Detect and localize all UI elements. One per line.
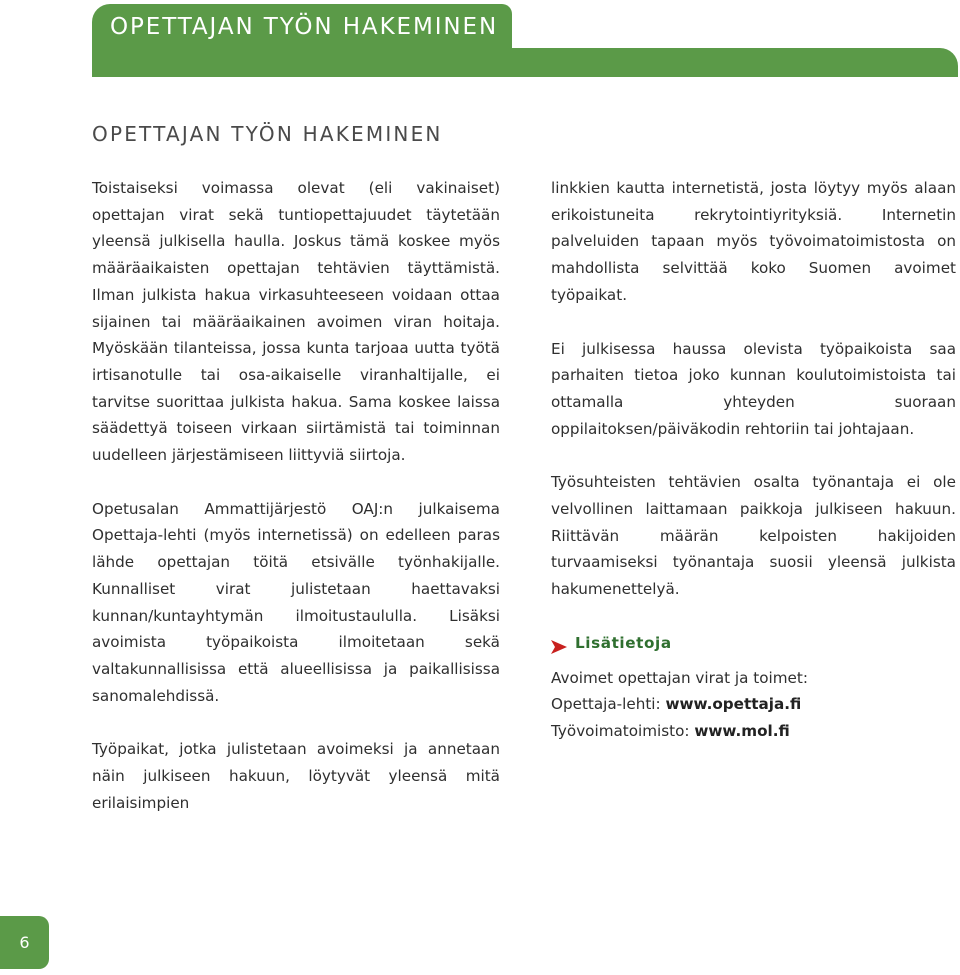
header-title: OPETTAJAN TYÖN HAKEMINEN — [110, 14, 499, 40]
more-info-title: Lisätietoja — [575, 633, 672, 652]
paragraph: Ei julkisessa haussa olevista työpaikoista saa parhaiten tietoa joko kunnan koulutoimistoista tai ottamalla yhteyden suoraan oppilaitoksen/päiväkodin rehtoriin tai johtajaan. — [551, 339, 956, 438]
left-column — [92, 175, 500, 816]
link-url[interactable]: www.mol.fi — [694, 721, 790, 740]
arrow-right-icon — [551, 636, 567, 650]
header-tab — [92, 4, 512, 77]
link-url[interactable]: www.opettaja.fi — [665, 695, 802, 714]
paragraph: Työsuhteisten tehtävien osalta työnantaja ei ole velvollinen laittamaan paikkoja julkiseen hakuun. Riittävän määrän kelpoisten hakijoiden turvaamiseksi työnantaja suosii yleensä julkista hakumenettelyä. — [551, 473, 956, 599]
section-heading: OPETTAJAN TYÖN HAKEMINEN — [92, 122, 443, 146]
link-opettaja[interactable] — [551, 691, 956, 718]
link-mol[interactable] — [551, 718, 956, 745]
paragraph: Opetusalan Ammattijärjestö OAJ:n julkaisema Opettaja-lehti (myös internetissä) on edelleen paras lähde opettajan töitä etsivälle työnhakijalle. Kunnalliset virat julistetaan haettavaksi kunnan/kuntayhtymän ilmoitustaululla. Lisäksi avoimista työpaikoista ilmoitetaan sekä valtakunnallisissa että alueellisissa ja paikallisissa sanomalehdissä. — [92, 499, 500, 705]
paragraph: linkkien kautta internetistä, josta löytyy myös alaan erikoistuneita rekrytointiyrityksiä. Internetin palveluiden tapaan myös työvoimatoimistosta on mahdollista selvittää koko Suomen avoimet työpaikat. — [551, 179, 956, 304]
link-label: Työvoimatoimisto: — [551, 721, 695, 740]
page-number-badge — [0, 916, 49, 969]
link-label: Opettaja-lehti: — [551, 695, 666, 714]
right-column — [551, 175, 956, 745]
paragraph: Työpaikat, jotka julistetaan avoimeksi ja annetaan näin julkiseen hakuun, löytyvät yleensä mitä erilaisimpien — [92, 740, 500, 812]
paragraph: Toistaiseksi voimassa olevat (eli vakinaiset) opettajan virat sekä tuntiopettajuudet täytetään yleensä julkisella haulla. Joskus tämä koskee myös määräaikaisten opettajan tehtävien täyttämistä. Ilman julkista hakua virkasuhteeseen voidaan ottaa sijainen tai määräaikainen avoimen viran hoitaja. Myöskään tilanteissa, jossa kunta tarjoaa uutta työtä irtisanotulle tai osa-aikaiselle viranhaltijalle, ei tarvitse suorittaa julkista hakua. Sama koskee laissa säädettyä toiseen virkaan siirtämistä tai toiminnan uudelleen järjestämiseen liittyviä siirtoja. — [92, 179, 500, 465]
more-info-intro: Avoimet opettajan virat ja toimet: — [551, 668, 808, 687]
more-info-heading — [551, 630, 956, 657]
page-number: 6 — [19, 933, 30, 952]
